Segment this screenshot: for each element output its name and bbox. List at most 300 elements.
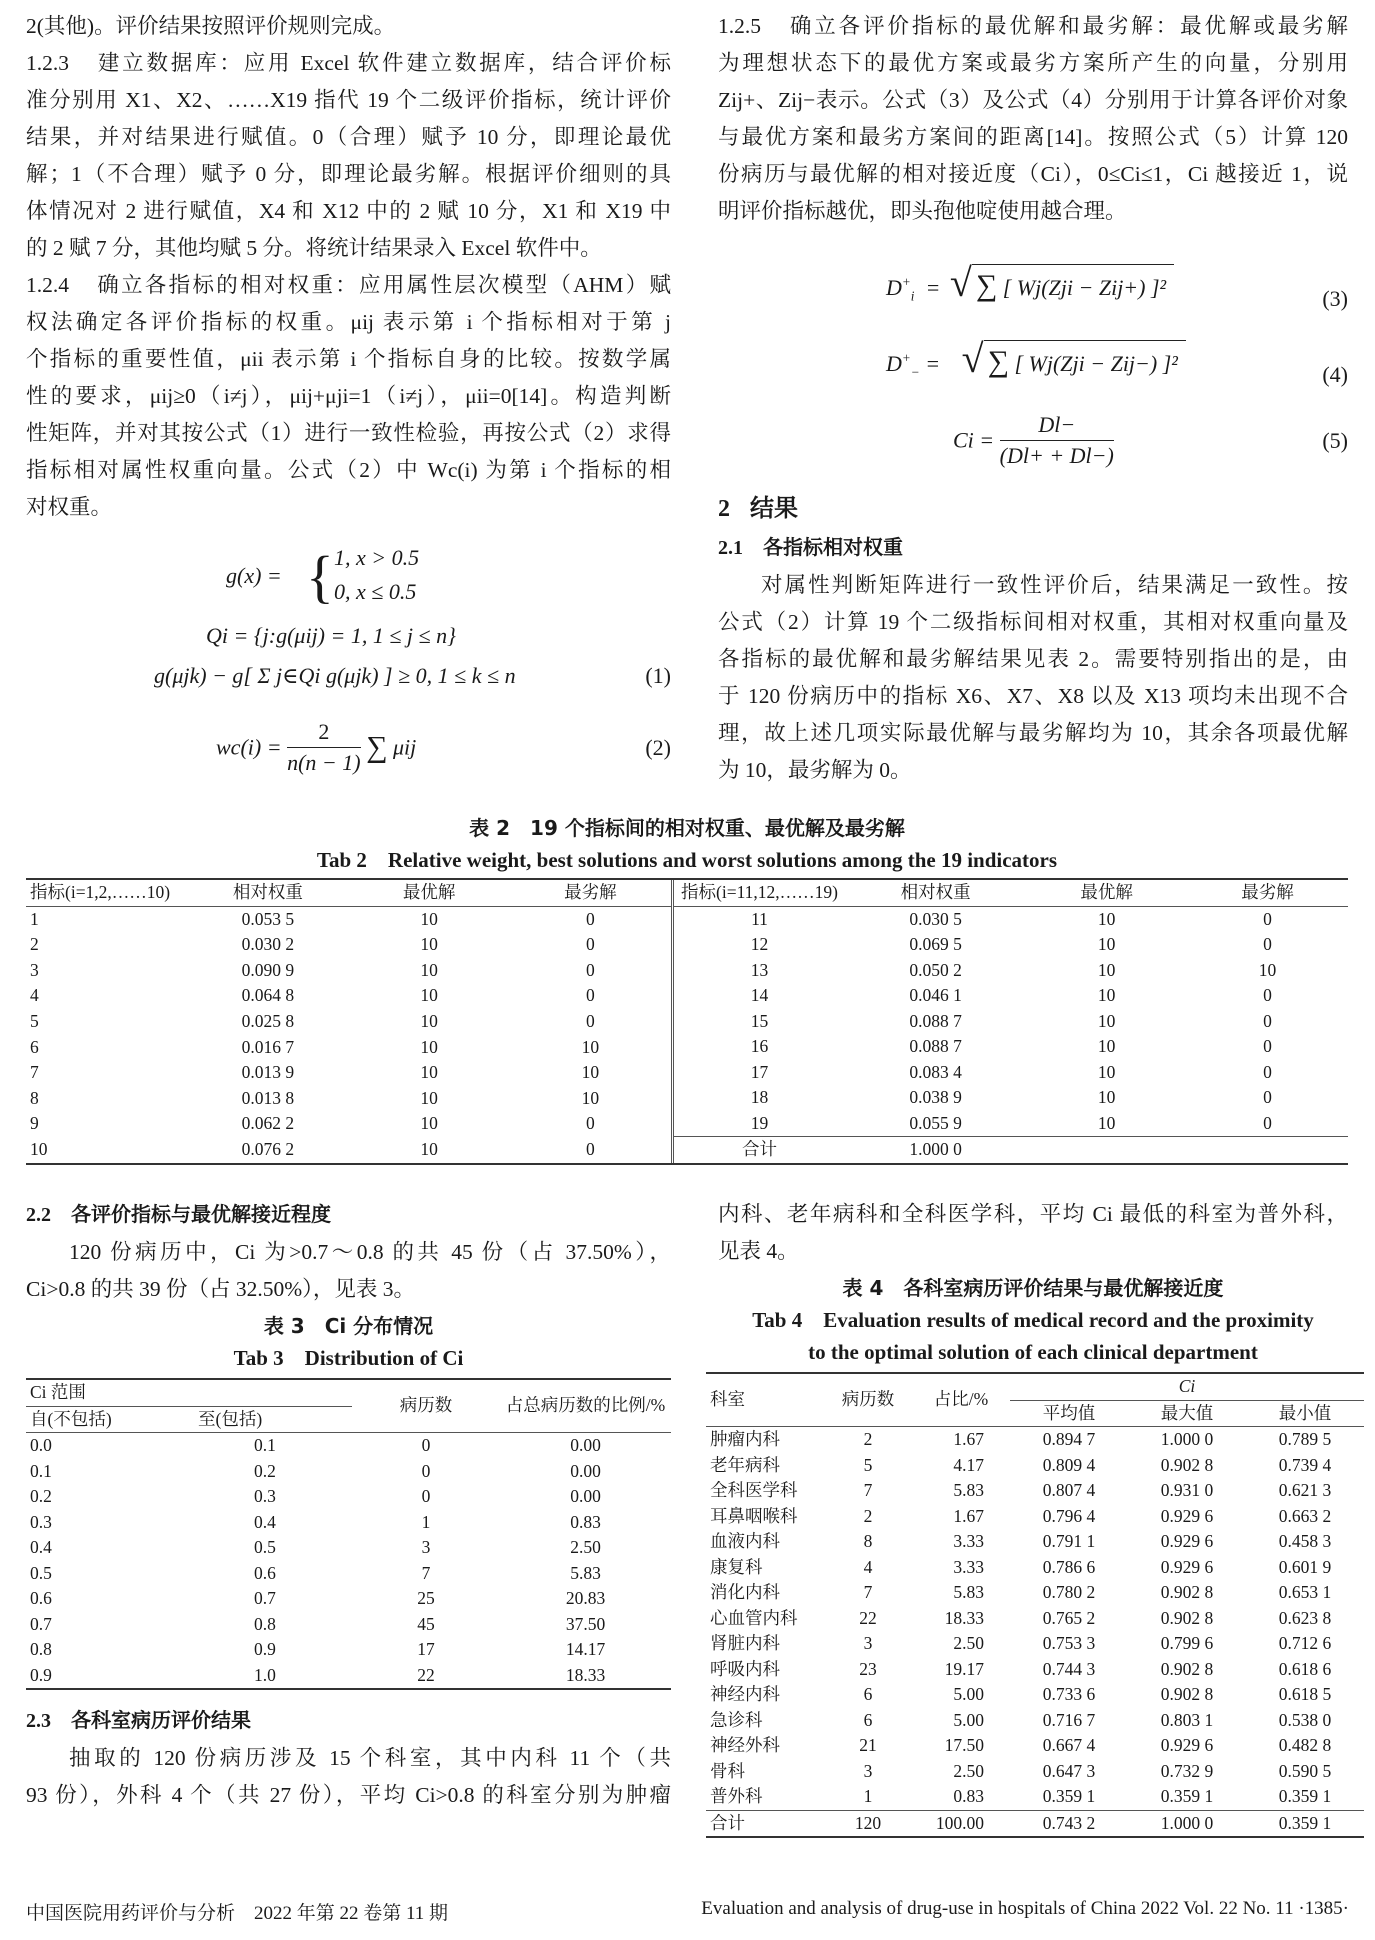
section-number: 1.2.4 [26,273,69,297]
table-3 [26,1378,671,1690]
table-cell: 11 [751,908,768,929]
table-cell: 0.894 7 [1042,1429,1096,1449]
table-cell: 心血管内科 [710,1607,798,1628]
table-cell: 0.00 [570,1486,601,1506]
table-cell: 0.2 [254,1460,276,1481]
table-cell: 0.482 8 [1278,1735,1332,1755]
table-cell: 0.799 6 [1160,1633,1214,1653]
paragraph-line: 解；1（不合理）赋予 0 分，即理论最劣解。根据评价细则的具 [26,162,671,186]
fraction: $\frac{2}{n(n - 1)}$ [287,719,361,775]
table-row [26,1086,673,1112]
table-cell: 0.458 3 [1278,1531,1332,1551]
table-cell: 19 [750,1112,769,1133]
table-cell: 7 [863,1480,873,1500]
table-cell: 0.902 8 [1160,1607,1214,1628]
paragraph-line: 1.2.5 确立各评价指标的最优解和最劣解：最优解或最劣解 [718,14,1348,38]
table-cell: 0.929 6 [1160,1556,1214,1577]
table-cell: 0.359 1 [1160,1786,1214,1806]
sum-symbol: ∑ [987,345,1009,378]
table-cell: 10 [420,908,438,929]
table-row [706,1810,1364,1837]
table-cell: 0.046 1 [909,985,962,1005]
table-cell: 2 [863,1505,873,1526]
table-cell: 8 [30,1087,39,1108]
table-caption-en: Tab 3 Distribution of Ci [233,1346,464,1370]
table-row [706,1657,1364,1683]
table-cell: 0 [585,934,595,955]
section-heading: 2 结果 [718,494,798,522]
table-cell: 10 [1097,934,1116,954]
table-cell: 19.17 [944,1658,984,1679]
equation-4: $D^+_-$ = √ ∑ [ Wj(Zji − Zij−) ]² [886,340,1186,380]
table-row [674,983,1348,1009]
table-cell: 3 [30,959,39,980]
table-cell: 神经内科 [710,1684,780,1704]
table-cell: 0.902 8 [1160,1658,1214,1679]
table-cell: 22 [859,1607,877,1628]
paragraph-line: 为理想状态下的最优方案或最劣方案所产生的向量，分别用 [718,51,1348,75]
table-cell: 0 [1263,1112,1272,1133]
table-cell: 4 [30,985,39,1006]
fraction: $\frac{Dl-}{(Dl+ + Dl-)}$ [999,412,1114,468]
table-cell: 0.712 6 [1278,1633,1332,1653]
paragraph-line: Ci>0.8 的共 39 份（占 32.50%），见表 3。 [26,1277,415,1301]
sum-symbol: ∑ [975,269,998,302]
table-cell: 0.7 [254,1588,276,1608]
equation-number: (1) [645,663,671,688]
table-cell: 0.744 3 [1042,1658,1096,1679]
sqrt: √ ∑ [ Wj(Zji − Zij−) ]² [984,340,1186,379]
table-cell: 10 [420,1010,438,1031]
table-row [674,958,1348,984]
table-cell: 0.791 1 [1042,1531,1096,1551]
table-cell: 0.069 5 [909,934,962,954]
table-row [706,1427,1364,1453]
table-cell: 0.3 [30,1511,52,1532]
sum-symbol: ∑ [366,730,388,764]
table-cell: 3 [863,1760,873,1781]
table-cell: 0 [1263,934,1272,954]
table-cell: 0.83 [953,1786,984,1806]
table-cell: 0.4 [30,1537,52,1557]
table-row [26,1009,673,1035]
table-header-row: 指标(i=11,12,……19) 相对权重 最优解 最劣解 [674,880,1348,906]
table-cell: 10 [420,1113,438,1134]
table-cell: 0.667 4 [1042,1735,1096,1755]
paragraph-line: 体情况对 2 进行赋值，X4 和 X12 中的 2 赋 10 分，X1 和 X19 中 [26,199,671,223]
table-row [674,1009,1348,1035]
table-cell: 康复科 [710,1556,763,1577]
table-cell: 消化内科 [710,1582,780,1602]
table-cell: 0.929 6 [1160,1505,1214,1526]
subsection-heading: 2.3 各科室病历评价结果 [26,1708,251,1732]
equation-q: Qi = {j:g(μij) = 1, 1 ≤ j ≤ n} [206,623,456,648]
table-caption-cn: 表 4 各科室病历评价结果与最优解接近度 [842,1276,1224,1300]
table-caption-en: to the optimal solution of each clinical department [808,1340,1258,1364]
table-row [674,1111,1348,1137]
table-row [706,1453,1364,1479]
equation-1: g(μjk) − g[ Σ j∈Qi g(μjk) ] ≥ 0, 1 ≤ k ≤ n [154,663,516,688]
table-row [706,1784,1364,1810]
table-cell: 9 [30,1113,39,1134]
table-cell: 10 [420,959,438,980]
table-cell: 合计 [742,1139,778,1159]
table-cell: 0.359 1 [1278,1786,1332,1806]
table-cell: 老年病科 [710,1454,780,1475]
table-cell: 0.016 7 [241,1036,295,1057]
table-cell: 10 [420,985,438,1006]
table-cell: 5.00 [953,1684,984,1704]
table-cell: 17 [417,1639,435,1659]
table-row [26,1484,671,1510]
table-row [674,1137,1348,1163]
table-cell: 0.5 [30,1562,52,1583]
table-cell: 1.000 0 [1160,1429,1214,1449]
table-cell: 0.8 [254,1613,276,1634]
table-cell: 6 [30,1036,39,1057]
table-cell: 1.000 0 [909,1139,962,1159]
table-cell: 0 [1263,1010,1272,1031]
table-cell: 16 [750,1036,769,1056]
table-cell: 21 [859,1735,877,1755]
table-cell: 0 [1263,1087,1272,1107]
table-cell: 0.038 9 [909,1087,962,1107]
equation-number: (3) [1322,286,1348,311]
table-cell: 0.055 9 [909,1112,962,1133]
table-cell: 全科医学科 [710,1480,798,1500]
table-cell: 14.17 [565,1639,606,1659]
table-row [674,932,1348,958]
table-cell: 2 [30,934,39,955]
table-caption-cn: 表 2 19 个指标间的相对权重、最优解及最劣解 [469,816,905,840]
table-cell: 0 [585,959,595,980]
table-row [26,1111,673,1137]
paragraph-line: 对权重。 [26,495,113,519]
table-cell: 10 [1097,985,1116,1005]
table-cell: 肾脏内科 [710,1633,780,1653]
table-header-row: 科室 病历数 占比/% Ci [706,1373,1364,1400]
section-table-4 [710,1196,1348,1838]
sqrt: √ ∑ [ Wj(Zji − Zij+) ]² [972,264,1174,303]
table-cell: 10 [420,1062,438,1083]
paragraph-line: 1.2.4 确立各指标的相对权重：应用属性层次模型（AHM）赋 [26,273,671,297]
table-cell: 14 [750,985,769,1005]
table-cell: 0.5 [254,1537,276,1557]
table-row [674,1034,1348,1060]
table-cell: 0 [585,985,595,1006]
table-cell: 0.716 7 [1042,1709,1096,1730]
table-cell: 8 [863,1531,873,1551]
equation-3: $D^+_i$ = √ ∑ [ Wj(Zji − Zij+) ]² [886,264,1174,304]
table-cell: 普外科 [710,1786,763,1806]
paragraph-line: 性的要求，μij≥0（i≠j），μij+μji=1（i≠j），μii=0[14]。构造判断 [26,384,671,408]
table-cell: 0.359 1 [1278,1812,1332,1833]
table-cell: 耳鼻咽喉科 [710,1505,798,1526]
table-cell: 0.739 4 [1278,1454,1332,1475]
table-cell: 0.064 8 [241,985,295,1006]
table-cell: 0.653 1 [1278,1582,1332,1602]
table-cell: 4 [863,1556,873,1577]
paragraph-line: 理，故上述几项实际最优解与最劣解均为 10，其余各项最优解 [718,721,1348,745]
table-cell: 0.803 1 [1160,1709,1214,1730]
paragraph-line: 抽取的 120 份病历涉及 15 个科室，其中内科 11 个（共 [69,1746,671,1770]
table-cell: 4.17 [953,1454,984,1475]
table-cell: 0.062 2 [241,1113,295,1134]
table-cell: 5.83 [953,1480,984,1500]
paragraph-line: 于 120 份病历中的指标 X6、X7、X8 以及 X13 项均未出现不合 [718,684,1348,708]
table-cell: 6 [863,1684,873,1704]
table-row [26,1510,671,1536]
table-cell: 10 [581,1062,600,1083]
paragraph-line: 120 份病历中，Ci 为>0.7～0.8 的共 45 份（占 37.50%）， [69,1240,671,1264]
table-row [26,1612,671,1638]
table-cell: 0.030 5 [909,908,962,929]
table-cell: 0.623 8 [1278,1607,1332,1628]
table-cell: 13 [750,959,769,980]
table-cell: 1.67 [953,1429,984,1449]
table-cell: 0 [421,1460,431,1481]
table-cell: 1 [863,1786,873,1806]
table-cell: 0.590 5 [1278,1760,1332,1781]
table-cell: 0.050 2 [909,959,962,980]
table-cell: 0.780 2 [1042,1582,1096,1602]
equation-2: wc(i) = $\frac{2}{n(n - 1)}$ ∑ μij [216,717,416,778]
table-cell: 2.50 [570,1537,601,1557]
table-cell: 10 [1097,959,1116,980]
table-header-row: 自(不包括) 至(包括) [26,1406,671,1433]
paragraph-line: 与最优方案和最劣方案间的距离[14]。按照公式（5）计算 120 [718,125,1348,149]
table-cell: 0.053 5 [241,908,295,929]
table-row [706,1631,1364,1657]
table-cell: 0.789 5 [1278,1429,1332,1449]
section-number: 1.2.3 [26,51,69,75]
table-row [26,906,673,932]
table-cell: 7 [863,1582,873,1602]
table-cell: 2.50 [953,1633,984,1653]
left-column-top [26,8,671,526]
table-cell: 10 [1097,1061,1116,1082]
table-row [706,1759,1364,1785]
table-cell: 20.83 [565,1588,606,1608]
table-cell: 10 [1097,1036,1116,1056]
table-cell: 10 [420,1036,438,1057]
table-cell: 神经外科 [710,1735,780,1755]
table-cell: 5 [863,1454,873,1475]
table-cell: 0 [421,1435,431,1455]
paragraph-line: 1.2.3 建立数据库：应用 Excel 软件建立数据库，结合评价标 [26,51,671,75]
table-cell: 肿瘤内科 [710,1429,780,1449]
table-cell: 7 [30,1062,39,1083]
table-row [26,1034,673,1060]
table-row [706,1733,1364,1759]
equation-number: (5) [1322,428,1348,453]
table-cell: 0.9 [254,1639,276,1659]
table-cell: 23 [859,1658,877,1679]
table-cell: 22 [417,1664,435,1685]
table-row [706,1478,1364,1504]
table-cell: 0.538 0 [1278,1709,1332,1730]
section-1-2-4 [26,267,671,526]
table-cell: 0.765 2 [1042,1607,1096,1628]
table-cell: 37.50 [565,1613,606,1634]
table-cell: 3 [863,1633,873,1653]
table-header-row: 指标(i=1,2,……10) 相对权重 最优解 最劣解 [26,880,673,906]
table-cell: 0.359 1 [1042,1786,1096,1806]
table-cell: 1 [30,908,39,929]
table-cell: 0.00 [570,1435,601,1455]
table-row [26,1561,671,1587]
table-row [706,1529,1364,1555]
table-cell: 15 [750,1010,769,1031]
table-caption-en: Tab 4 Evaluation results of medical record and the proximity [752,1308,1314,1332]
table-cell: 0.931 0 [1160,1480,1214,1500]
paragraph-line: 指标相对属性权重向量。公式（2）中 Wc(i) 为第 i 个指标的相 [26,458,671,482]
table-cell: 10 [1097,908,1116,929]
table-2 [26,812,1348,1165]
table-cell: 25 [417,1588,435,1608]
table-cell: 0.743 2 [1042,1812,1096,1833]
table-cell: 0.7 [30,1613,52,1634]
table-cell: 血液内科 [710,1531,780,1551]
table-row [26,1637,671,1663]
table-cell: 0.618 6 [1278,1658,1332,1679]
table-cell [1187,1137,1348,1163]
equation-5: Ci = $\frac{Dl-}{(Dl+ + Dl-)}$ [953,410,1114,471]
table-row [706,1682,1364,1708]
table-cell: 0.2 [30,1486,52,1506]
table-cell: 0.8 [30,1639,52,1659]
table-cell: 0.3 [254,1486,276,1506]
table-cell: 0.796 4 [1042,1505,1096,1526]
table-cell: 0.030 2 [241,934,295,955]
paragraph-line: 93 份），外科 4 个（共 27 份），平均 Ci>0.8 的科室分别为肿瘤 [26,1783,671,1807]
table-row [26,1433,671,1459]
table-cell: 3 [421,1537,431,1557]
paragraph-line: 为 10，最劣解为 0。 [718,758,912,782]
table-cell: 10 [30,1138,48,1159]
table-cell: 呼吸内科 [710,1658,780,1679]
table-header-row: Ci 范围 病历数 占总病历数的比例/% [26,1379,671,1406]
paragraph-line: 内科、老年病科和全科医学科，平均 Ci 最低的科室为普外科， [718,1202,1348,1226]
table-cell: 120 [854,1812,882,1833]
table-cell: 10 [1097,1010,1116,1031]
table-cell: 10 [420,934,438,955]
table-cell: 0.090 9 [241,959,295,980]
table-cell: 0.807 4 [1042,1480,1096,1500]
table-row [26,1586,671,1612]
table-cell: 0.929 6 [1160,1531,1214,1551]
table-cell: 1.67 [953,1505,984,1526]
table-cell: 10 [1258,959,1277,980]
table-2-right [674,880,1348,1163]
table-cell: 3.33 [953,1531,984,1551]
table-cell: 45 [417,1613,435,1634]
table-cell: 10 [420,1138,438,1159]
table-cell: 0.621 3 [1278,1480,1332,1500]
table-row [706,1580,1364,1606]
table-cell: 0.663 2 [1278,1505,1332,1526]
paragraph-line: 各指标的最优解和最劣解结果见表 2。需要特别指出的是，由 [718,647,1348,671]
table-cell: 0.083 4 [909,1061,962,1082]
table-cell: 18.33 [944,1607,984,1628]
table-cell: 0 [585,1113,595,1134]
table-cell: 7 [421,1562,431,1583]
table-cell: 10 [1097,1087,1116,1107]
table-cell: 0.025 8 [241,1010,295,1031]
table-cell: 18.33 [565,1664,606,1685]
section-number: 1.2.5 [718,14,761,38]
table-cell: 0 [421,1486,431,1506]
table-caption-cn: 表 3 Ci 分布情况 [263,1314,434,1338]
table-cell: 0.013 8 [241,1087,295,1108]
paragraph: 2(其他)。评价结果按照评价规则完成。 [26,14,396,38]
table-cell: 0.733 6 [1042,1684,1096,1704]
table-cell: 2.50 [953,1760,984,1781]
table-row [674,1085,1348,1111]
footer-journal-en: Evaluation and analysis of drug-use in hospitals of China 2022 Vol. 22 No. 11 ·1385· [701,1898,1349,1919]
table-cell: 0 [1263,1036,1272,1056]
table-cell: 10 [1097,1112,1116,1133]
table-cell: 0.6 [254,1562,276,1583]
table-cell: 0.088 7 [909,1010,962,1031]
table-cell: 2 [863,1429,873,1449]
table-cell: 0.1 [30,1460,52,1481]
paragraph-line: Zij+、Zij−表示。公式（3）及公式（4）分别用于计算各评价对象 [718,88,1348,112]
table-cell: 0.618 5 [1278,1684,1332,1704]
table-row [26,958,673,984]
equation-number: (2) [645,735,671,760]
paragraph-line: 见表 4。 [718,1239,799,1263]
table-cell: 急诊科 [710,1709,763,1730]
table-header-row: 平均值 最大值 最小值 [706,1400,1364,1427]
table-cell: 18 [750,1087,769,1107]
table-cell: 5.83 [953,1582,984,1602]
table-cell: 0.809 4 [1042,1454,1096,1475]
paragraph-line: 明评价指标越优，即头孢他啶使用越合理。 [718,199,1127,223]
section-2 [718,488,1348,789]
table-cell: 0 [1263,908,1272,929]
table-cell: 0 [585,1010,595,1031]
table-cell: 0.0 [30,1435,52,1455]
table-row [674,906,1348,932]
table-cell: 0.1 [254,1435,276,1455]
paragraph-line: 的 2 赋 7 分，其他均赋 5 分。将统计结果录入 Excel 软件中。 [26,236,602,260]
table-4 [706,1372,1364,1838]
table-cell: 0 [1263,985,1272,1005]
table-row [26,932,673,958]
table-cell: 17 [750,1061,769,1082]
table-row [26,983,673,1009]
brace: { [306,544,334,609]
table-cell: 10 [581,1087,600,1108]
table-cell: 1.0 [254,1664,276,1685]
table-cell: 0.088 7 [909,1036,962,1056]
table-row [706,1504,1364,1530]
footer-journal-cn: 中国医院用药评价与分析 2022 年第 22 卷第 11 期 [26,1903,449,1924]
table-cell: 0.6 [30,1588,52,1608]
paragraph-line: 结果，并对结果进行赋值。0（合理）赋予 10 分，即理论最优 [26,125,671,149]
subsection-heading: 2.2 各评价指标与最优解接近程度 [26,1202,331,1226]
table-cell: 5.00 [953,1709,984,1730]
table-cell: 0.013 9 [241,1062,295,1083]
table-cell: 3.33 [953,1556,984,1577]
table-cell: 0.732 9 [1160,1760,1214,1781]
table-cell: 5.83 [570,1562,601,1583]
table-cell: 1 [421,1511,431,1532]
table-cell: 0 [1263,1061,1272,1082]
equation-number: (4) [1322,362,1348,387]
section-1-2-3 [26,45,671,267]
